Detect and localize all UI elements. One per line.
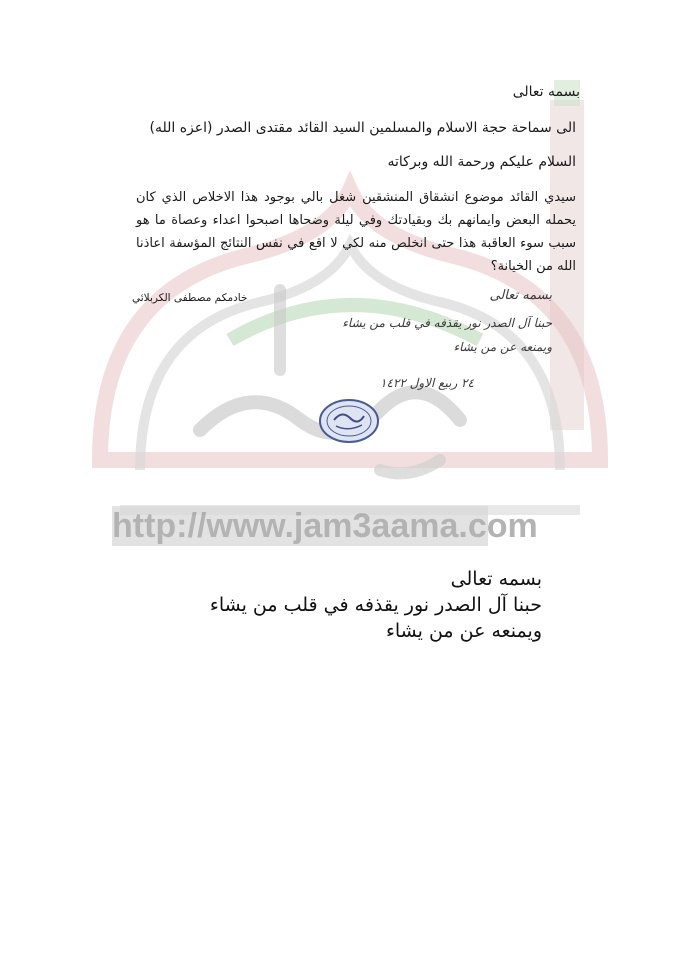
seal-stamp (318, 398, 380, 444)
handwritten-date: ٢٤ ربيع الاول ١٤٢٢ (380, 376, 474, 390)
handwritten-line-3: ويمنعه عن من يشاء (453, 340, 552, 354)
watermark-url: http://www.jam3aama.com (112, 507, 538, 545)
handwritten-line-1: بسمه تعالى (489, 288, 552, 303)
transcription-line-2: حبنا آل الصدر نور يقذفه في قلب من يشاء (209, 594, 542, 616)
letter-addressee: الى سماحة حجة الاسلام والمسلمين السيد القائد مقتدى الصدر (اعزه الله) (149, 120, 576, 136)
letter-salutation: بسمه تعالى (512, 84, 580, 100)
letter-greeting: السلام عليكم ورحمة الله وبركاته (387, 154, 576, 170)
transcription-line-3: ويمنعه عن من يشاء (385, 620, 542, 642)
handwritten-line-2: حبنا آل الصدر نور يقذفه في قلب من يشاء (342, 316, 552, 330)
letter-body: سيدي القائد موضوع انشقاق المنشقين شغل بالي بوجود هذا الاخلاص الذي كان يحمله البعض وايمانهم بك وبقيادتك وفي ليلة وضحاها اصبحوا اعداء وعصاة ما هو سبب سوء العاقبة هذا حتى انخلص منه لكي لا اقع في نفس النتائج المؤسفة اعاذنا الله من الخيانة؟ (136, 190, 576, 274)
letter-signature: خادمكم مصطفى الكربلائي (132, 292, 248, 304)
transcription-line-1: بسمه تعالى (450, 568, 542, 590)
